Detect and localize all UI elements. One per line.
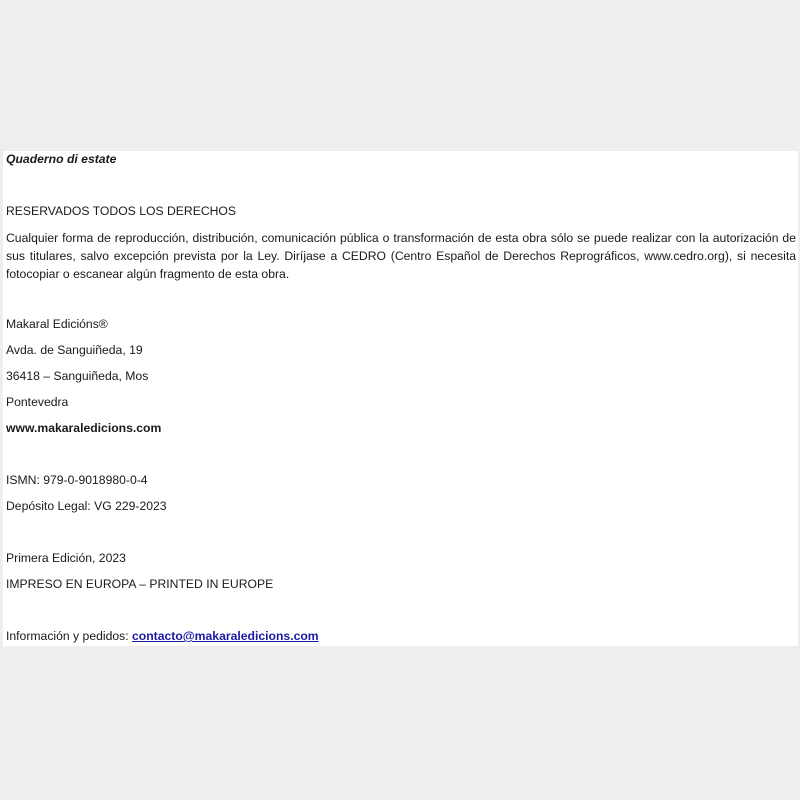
contact-email-link[interactable]: contacto@makaraledicions.com	[132, 629, 319, 643]
ismn-line: ISMN: 979-0-9018980-0-4	[6, 473, 148, 487]
document-title: Quaderno di estate	[6, 152, 117, 166]
rights-heading: RESERVADOS TODOS LOS DERECHOS	[6, 204, 237, 218]
rights-paragraph: Cualquier forma de reproducción, distribución, comunicación pública o transformación de esta obra sólo se puede realizar con la autorización de sus titulares, salvo excepción prevista por la Ley. Diríjase a CEDRO (Centro Español de Derechos Reprográficos, www.cedro.org), si necesita fotocopiar o escanear algún fragmento de esta obra.	[6, 231, 796, 281]
edition-line: Primera Edición, 2023	[6, 551, 126, 565]
contact-line	[6, 629, 319, 643]
publisher-postal: 36418 – Sanguiñeda, Mos	[6, 369, 149, 383]
contact-label: Información y pedidos:	[6, 629, 129, 643]
printed-line: IMPRESO EN EUROPA – PRINTED IN EUROPE	[6, 577, 274, 591]
publisher-name: Makaral Edicións®	[6, 317, 108, 331]
publisher-website[interactable]: www.makaraledicions.com	[6, 421, 162, 435]
legal-deposit-line: Depósito Legal: VG 229-2023	[6, 499, 167, 513]
publisher-street: Avda. de Sanguiñeda, 19	[6, 343, 143, 357]
document-page	[3, 151, 798, 646]
publisher-province: Pontevedra	[6, 395, 69, 409]
